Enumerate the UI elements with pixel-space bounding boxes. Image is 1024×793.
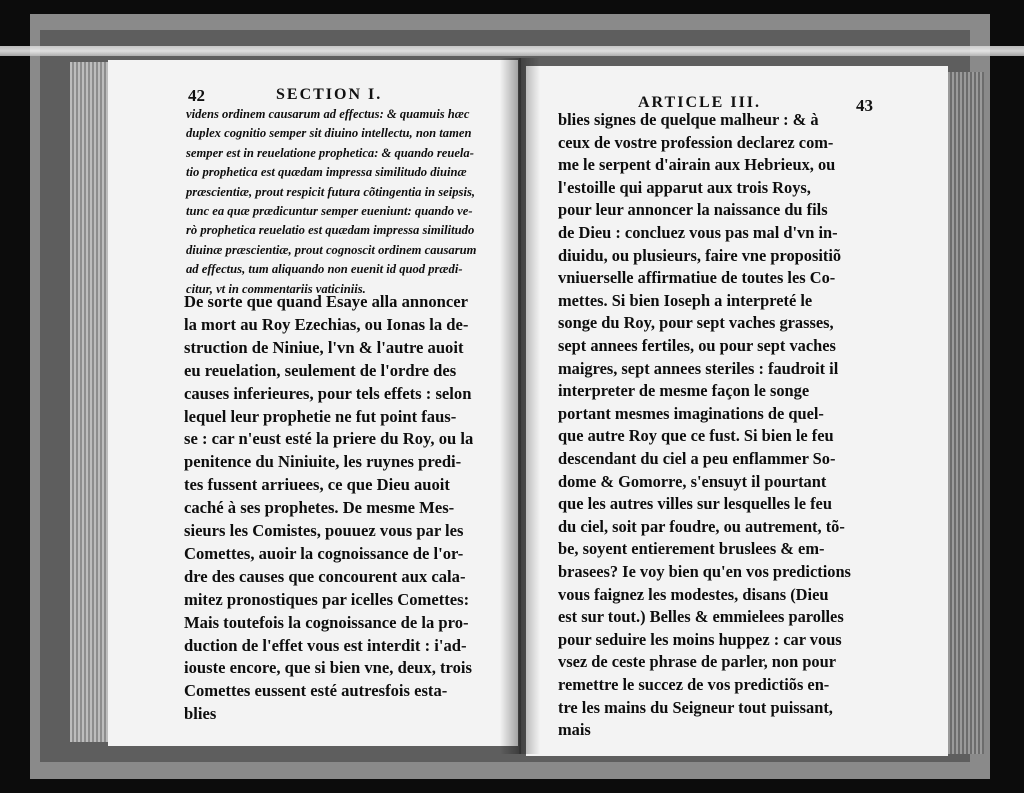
text-line: pour seduire les moins huppez : car vous (558, 629, 842, 649)
text-line: vous faignez les modestes, disans (Dieu (558, 584, 829, 604)
text-line: De sorte que quand Esaye alla annoncer (184, 292, 468, 311)
text-line: que autre Roy que ce fust. Si bien le feu (558, 426, 834, 446)
text-line: mitez pronostiques par icelles Comettes: (184, 589, 470, 609)
text-line: lequel leur prophetie ne fut point faus- (184, 406, 457, 426)
text-line: dome & Gomorre, s'ensuyt il pourtant (558, 471, 827, 491)
text-line: Mais toutefois la cognoissance de la pro- (184, 612, 469, 632)
text-line: vsez de ceste phrase de parler, non pour (558, 652, 837, 672)
text-line: be, soyent entierement bruslees & em- (558, 539, 825, 559)
left-running-head: SECTION I. (276, 86, 383, 103)
text-line: tunc ea quæ prædicuntur semper eueniunt: quando ve- (186, 204, 473, 218)
text-line: songe du Roy, pour sept vaches grasses, (558, 313, 834, 333)
text-line: tes fussent arriuees, ce que Dieu auoit (184, 475, 450, 495)
text-line: vniuerselle affirmatiue de toutes les Co- (558, 268, 836, 288)
right-page (526, 66, 948, 756)
text-line: de Dieu : concluez vous pas mal d'vn in- (558, 223, 838, 242)
text-line: l'estoille qui apparut aux trois Roys, (558, 177, 811, 197)
text-line: est sur tout.) Belles & emmielees parolles (558, 607, 844, 627)
text-line: dre des causes que concourent aux cala- (184, 566, 466, 586)
text-line: ceux de vostre profession declarez com- (558, 132, 834, 152)
text-line: diuidu, ou plusieurs, faire vne propositiõ (558, 245, 842, 265)
text-line: penitence du Niniuite, les ruynes predi- (184, 452, 462, 472)
text-line: mettes. Si bien Ioseph a interpreté le (558, 290, 813, 310)
text-line: citur, vt in commentariis vaticiniis. (186, 281, 366, 296)
text-line: caché à ses prophetes. De mesme Mes- (184, 498, 455, 518)
text-line: descendant du ciel a peu enflammer So- (558, 449, 836, 468)
right-page-edges (944, 72, 984, 754)
text-line: sieurs les Comistes, pouuez vous par les (184, 521, 464, 540)
text-line: rò prophetica reuelatio est quædam impressa similitudo (186, 223, 475, 238)
text-line: diuinæ præscientiæ, prout cognoscit ordinem causarum (186, 242, 477, 257)
text-line: du ciel, soit par foudre, ou autrement, tõ- (558, 516, 845, 536)
text-line: me le serpent d'airain aux Hebrieux, ou (558, 155, 836, 175)
text-line: eu reuelation, seulement de l'ordre des (184, 360, 457, 380)
text-line: brasees? Ie voy bien qu'en vos predictions (558, 562, 851, 581)
text-line: Comettes, auoir la cognoissance de l'or- (184, 543, 464, 563)
text-line: præscientiæ, prout respicit futura cõtingentia in seipsis, (186, 184, 475, 199)
text-line: tre les mains du Seigneur tout puissant, (558, 697, 833, 717)
text-line: portant mesmes imaginations de quel- (558, 403, 824, 423)
text-line: la mort au Roy Ezechias, ou Ionas la de- (184, 314, 469, 334)
left-page (108, 60, 518, 746)
book-gutter (500, 58, 540, 754)
text-line: remettre le succez de vos predictiõs en- (558, 675, 830, 694)
text-line: duction de l'effet vous est interdit : i'ad- (184, 635, 467, 655)
text-line: sept annees fertiles, ou pour sept vaches (558, 336, 836, 355)
text-line: maigres, sept annees steriles : faudroit il (558, 358, 839, 378)
text-line: duplex cognitio semper sit diuino intellectu, non tamen (186, 126, 472, 141)
text-line: causes inferieures, pour tels effets : selon (184, 383, 472, 403)
text-line: ad effectus, tum aliquando non euenit id quod prædi- (186, 262, 463, 277)
right-page-number: 43 (856, 96, 873, 115)
text-line: pour leur annoncer la naissance du fils (558, 200, 828, 220)
text-line: Comettes eussent esté autresfois esta- (184, 681, 448, 701)
text-line: iouste encore, que si bien vne, deux, trois (184, 658, 472, 678)
scan-glare (0, 46, 1024, 56)
text-line: interpreter de mesme façon le songe (558, 381, 810, 401)
text-line: se : car n'eust esté la priere du Roy, ou la (184, 429, 474, 449)
text-line: que les autres villes sur lesquelles le feu (558, 494, 832, 514)
text-line: struction de Niniue, l'vn & l'autre auoit (184, 337, 464, 357)
text-line: semper est in reuelatione prophetica: & quando reuela- (186, 145, 474, 160)
text-line: mais (558, 720, 591, 740)
right-running-head: ARTICLE III. (638, 94, 762, 111)
text-line: tio prophetica est quædam impressa similitudo diuinæ (186, 165, 467, 180)
left-page-number: 42 (188, 86, 205, 105)
text-line: blies signes de quelque malheur : & à (558, 110, 819, 129)
text-line: videns ordinem causarum ad effectus: & quamuis hæc (186, 107, 470, 121)
text-line: blies (184, 704, 217, 724)
